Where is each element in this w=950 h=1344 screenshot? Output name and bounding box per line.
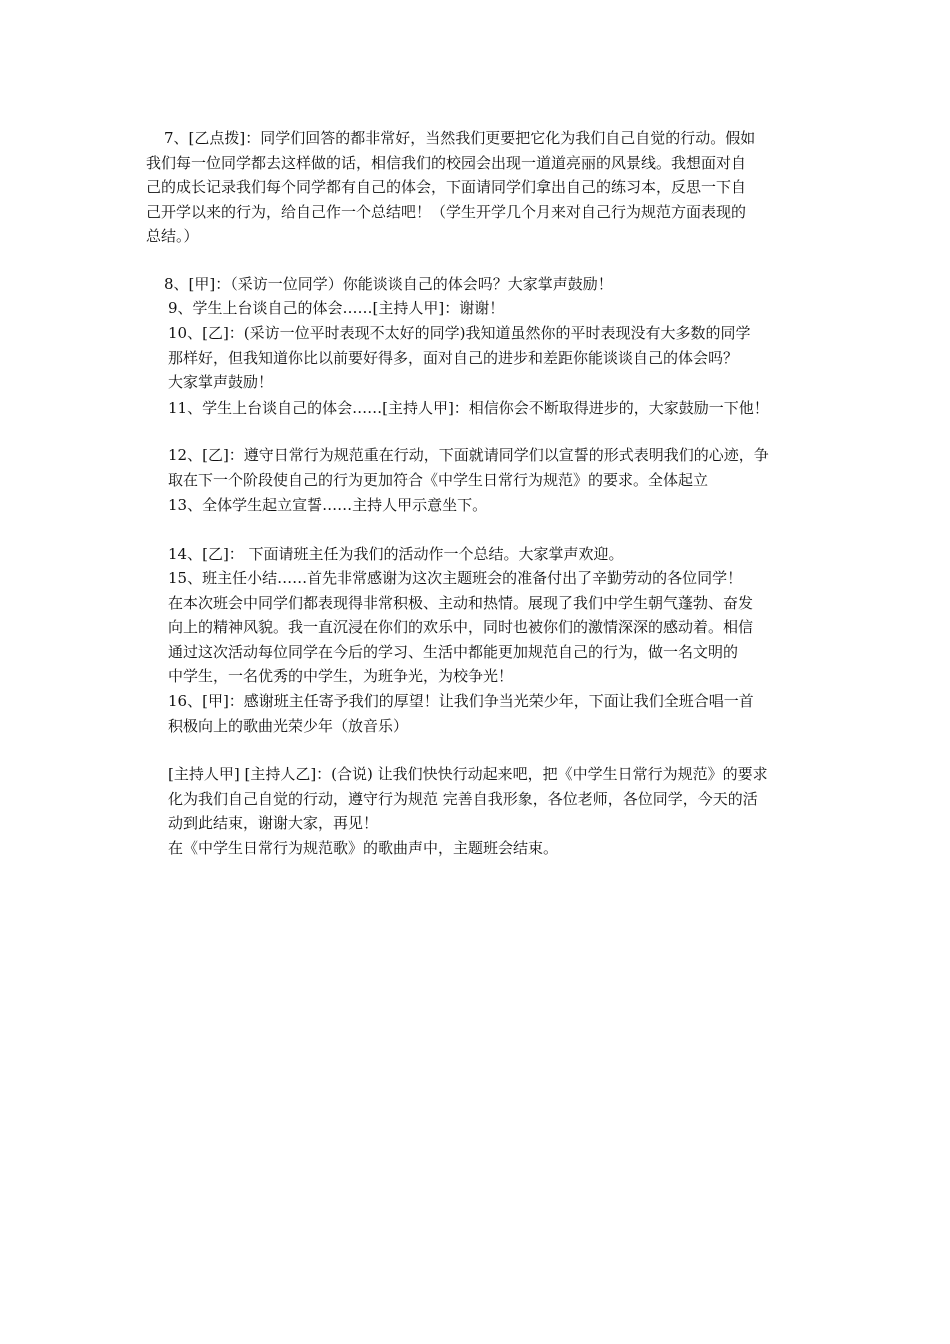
text-line: 己的成长记录我们每个同学都有自己的体会，下面请同学们拿出自己的练习本，反思一下自	[146, 178, 747, 196]
text-line: 11、学生上台谈自己的体会……[主持人甲]：相信你会不断取得进步的，大家鼓励一下他！	[168, 399, 769, 417]
text-line: 在《中学生日常行为规范歌》的歌曲声中，主题班会结束。	[168, 838, 559, 857]
text-line: 大家掌声鼓励！	[168, 373, 274, 391]
text-line: 13、全体学生起立宣誓……主持人甲示意坐下。	[168, 496, 488, 514]
text-line: 14、[乙]： 下面请班主任为我们的活动作一个总结。大家掌声欢迎。	[168, 545, 624, 563]
text-line: 通过这次活动每位同学在今后的学习、生活中都能更加规范自己的行为，做一名文明的	[168, 642, 739, 661]
paragraph-15	[168, 566, 753, 689]
text-line: 化为我们自己自觉的行动，遵守行为规范 完善自我形象，各位老师，各位同学，今天的活	[168, 789, 758, 808]
text-line: 我们每一位同学都去这样做的话，相信我们的校园会出现一道道亮丽的风景线。我想面对自	[146, 153, 747, 172]
paragraph-13	[168, 493, 487, 518]
paragraph-10	[168, 321, 751, 395]
text-line: 取在下一个阶段使自己的行为更加符合《中学生日常行为规范》的要求。全体起立	[168, 470, 709, 489]
text-line: 己开学以来的行为，给自己作一个总结吧！（学生开学几个月来对自己行为规范方面表现的	[146, 202, 747, 221]
paragraph-12	[168, 443, 769, 492]
text-line: 8、[甲]：（采访一位同学）你能谈谈自己的体会吗？大家掌声鼓励！	[164, 275, 613, 293]
paragraph-16	[168, 689, 754, 738]
text-line: [主持人甲] [主持人乙]：(合说) 让我们快快行动起来吧，把《中学生日常行为规范》的要求	[168, 765, 768, 783]
text-line: 10、[乙]：(采访一位平时表现不太好的同学)我知道虽然你的平时表现没有大多数的同学	[168, 324, 751, 342]
text-line: 总结。）	[146, 227, 199, 245]
text-line: 16、[甲]：感谢班主任寄予我们的厚望！让我们争当光荣少年，下面让我们全班合唱一首	[168, 692, 754, 710]
paragraph-11	[168, 396, 769, 421]
text-line: 向上的精神风貌。我一直沉浸在你们的欢乐中，同时也被你们的激情深深的感动着。相信	[168, 618, 754, 636]
text-line: 9、学生上台谈自己的体会……[主持人甲]：谢谢！	[168, 299, 505, 317]
paragraph-14	[168, 542, 624, 567]
text-line: 15、班主任小结……首先非常感谢为这次主题班会的准备付出了辛勤劳动的各位同学！	[168, 569, 743, 587]
text-line: 那样好，但我知道你比以前要好得多，面对自己的进步和差距你能谈谈自己的体会吗？	[168, 348, 739, 367]
paragraph-9	[168, 296, 504, 321]
text-line: 在本次班会中同学们都表现得非常积极、主动和热情。展现了我们中学生朝气蓬勃、奋发	[168, 593, 754, 612]
text-line: 12、[乙]：遵守日常行为规范重在行动，下面就请同学们以宣誓的形式表明我们的心迹，争	[168, 446, 769, 464]
text-line: 动到此结束，谢谢大家，再见！	[168, 814, 379, 832]
paragraph-closing	[168, 762, 768, 860]
paragraph-7	[146, 126, 755, 249]
text-line: 7、[乙点拨]：同学们回答的都非常好，当然我们更要把它化为我们自己自觉的行动。假如	[164, 129, 756, 147]
text-line: 中学生，一名优秀的中学生，为班争光，为校争光！	[168, 667, 514, 685]
paragraph-8	[164, 272, 613, 297]
text-line: 积极向上的歌曲光荣少年（放音乐）	[168, 716, 409, 735]
